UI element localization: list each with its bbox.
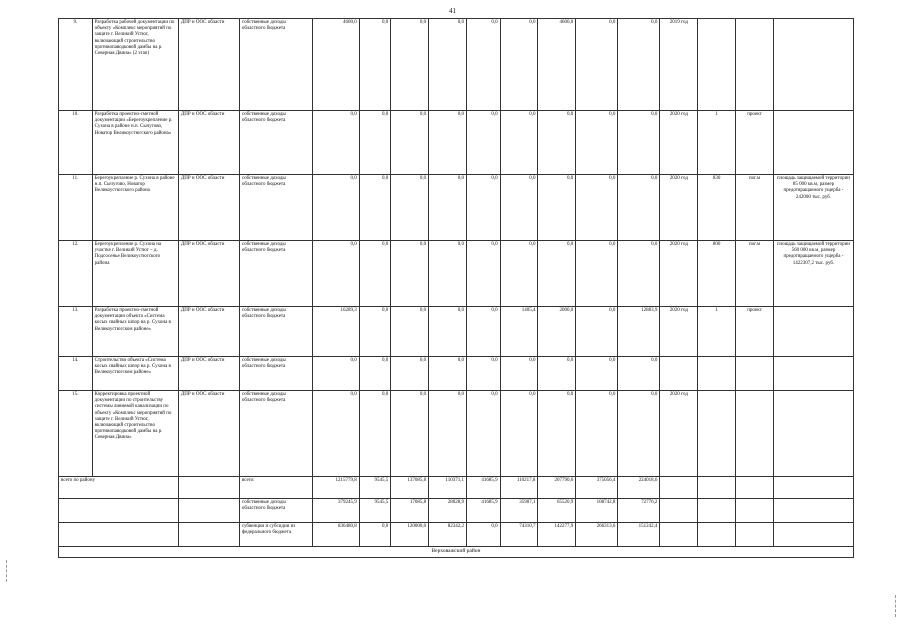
completion-year bbox=[660, 357, 698, 391]
empty-cell bbox=[773, 499, 853, 523]
margin-mark bbox=[6, 560, 8, 582]
funding-source: собственные доходы областного бюджета bbox=[239, 307, 313, 357]
total-value: 110217,8 bbox=[500, 477, 538, 499]
year-value: 0,0 bbox=[618, 111, 660, 175]
table-row bbox=[59, 357, 854, 391]
table-row bbox=[59, 391, 854, 477]
total-value: 9545,5 bbox=[359, 477, 391, 499]
table-row bbox=[59, 19, 854, 111]
measure-name: Строительство объекта «Система косых свайных шпор на р. Сухона в Великоустюгском районе» bbox=[92, 357, 178, 391]
unit bbox=[736, 357, 774, 391]
region-name: Верховажский район bbox=[59, 547, 854, 558]
year-value: 0,0 bbox=[391, 175, 429, 241]
quantity: 830 bbox=[698, 175, 736, 241]
year-value: 0,0 bbox=[429, 357, 467, 391]
empty-cell bbox=[773, 523, 853, 547]
effect bbox=[773, 111, 853, 175]
total-value: 41685,9 bbox=[466, 477, 500, 499]
total-value: 0,0 bbox=[313, 391, 359, 477]
funding-source: субвенции и субсидии из федерального бюджета bbox=[239, 523, 313, 547]
funding-source: всего: bbox=[239, 477, 313, 499]
executor: ДПР и ООС области bbox=[178, 307, 239, 357]
year-value: 0,0 bbox=[500, 357, 538, 391]
total-value: 0,0 bbox=[359, 523, 391, 547]
region-row bbox=[59, 547, 854, 558]
year-value: 0,0 bbox=[391, 111, 429, 175]
total-value: 0,0 bbox=[313, 175, 359, 241]
total-value: 207790,6 bbox=[538, 477, 576, 499]
total-value: 108742,8 bbox=[576, 499, 618, 523]
total-value: 379245,9 bbox=[313, 499, 359, 523]
measure-name: Берегоукрепление р. Сухона в районе н.п. Сычугово, Новатор Великоустюгского района bbox=[92, 175, 178, 241]
measure-name: Корректировка проектной документации по строительству системы ливневой канализации по объекту «Комплекс мероприятий по защите г. Великий Устюг, включающий строительство противопаводковой дамбы на р. Северная Двина» bbox=[92, 391, 178, 477]
year-value: 0,0 bbox=[466, 19, 500, 111]
empty-cell bbox=[660, 523, 698, 547]
executor: ДПР и ООС области bbox=[178, 357, 239, 391]
total-value: 82342,2 bbox=[429, 523, 467, 547]
total-value: 0,0 bbox=[313, 111, 359, 175]
year-value: 0,0 bbox=[359, 357, 391, 391]
empty-cell bbox=[773, 477, 853, 499]
year-value: 0,0 bbox=[429, 175, 467, 241]
executor: ДПР и ООС области bbox=[178, 111, 239, 175]
quantity bbox=[698, 391, 736, 477]
total-value: 0,0 bbox=[313, 241, 359, 307]
effect: площадь защищаемой территории 560 000 кв.м, размер предотвращаемого ущерба - 1422307,2 тыс. руб. bbox=[773, 241, 853, 307]
margin-mark bbox=[895, 595, 897, 617]
unit: проект bbox=[736, 111, 774, 175]
year-value: 0,0 bbox=[618, 19, 660, 111]
year-value: 2000,0 bbox=[538, 307, 576, 357]
year-value: 0,0 bbox=[538, 391, 576, 477]
funding-source: собственные доходы областного бюджета bbox=[239, 391, 313, 477]
quantity: 800 bbox=[698, 241, 736, 307]
year-value: 0,0 bbox=[500, 111, 538, 175]
total-value: 74310,7 bbox=[500, 523, 538, 547]
completion-year: 2020 год bbox=[660, 307, 698, 357]
year-value: 0,0 bbox=[466, 391, 500, 477]
year-value: 0,0 bbox=[576, 241, 618, 307]
year-value: 0,0 bbox=[429, 391, 467, 477]
row-number: 14. bbox=[59, 357, 93, 391]
completion-year: 2020 год bbox=[660, 111, 698, 175]
total-value: 375056,4 bbox=[576, 477, 618, 499]
year-value: 0,0 bbox=[466, 241, 500, 307]
unit bbox=[736, 19, 774, 111]
year-value: 0,0 bbox=[466, 175, 500, 241]
executor: ДПР и ООС области bbox=[178, 391, 239, 477]
measure-name: Берегоукрепление р. Сухона на участке г. Великий Устюг – д. Подсосенье Великоустюгского района bbox=[92, 241, 178, 307]
effect bbox=[773, 307, 853, 357]
quantity: 1 bbox=[698, 307, 736, 357]
year-value: 0,0 bbox=[500, 241, 538, 307]
year-value: 0,0 bbox=[391, 357, 429, 391]
total-value: 17085,8 bbox=[391, 499, 429, 523]
total-value: 142277,9 bbox=[538, 523, 576, 547]
empty-cell bbox=[660, 499, 698, 523]
executor: ДПР и ООС области bbox=[178, 19, 239, 111]
empty-cell bbox=[178, 523, 239, 547]
total-value: 65520,9 bbox=[538, 499, 576, 523]
year-value: 0,0 bbox=[466, 307, 500, 357]
program-table bbox=[58, 18, 854, 558]
year-value: 0,0 bbox=[576, 175, 618, 241]
row-number: 12. bbox=[59, 241, 93, 307]
year-value: 0,0 bbox=[429, 307, 467, 357]
total-value: 137085,8 bbox=[391, 477, 429, 499]
quantity: 1 bbox=[698, 111, 736, 175]
executor: ДПР и ООС области bbox=[178, 175, 239, 241]
year-value: 12883,9 bbox=[618, 307, 660, 357]
empty-cell bbox=[178, 499, 239, 523]
funding-source: собственные доходы областного бюджета bbox=[239, 19, 313, 111]
unit bbox=[736, 391, 774, 477]
unit: пог.м bbox=[736, 175, 774, 241]
empty-cell bbox=[59, 499, 179, 523]
page-number: 41 bbox=[449, 7, 456, 15]
effect bbox=[773, 357, 853, 391]
row-number: 11. bbox=[59, 175, 93, 241]
year-value: 0,0 bbox=[576, 19, 618, 111]
total-value: 836480,8 bbox=[313, 523, 359, 547]
table-row bbox=[59, 111, 854, 175]
year-value: 0,0 bbox=[391, 307, 429, 357]
row-number: 15. bbox=[59, 391, 93, 477]
year-value: 0,0 bbox=[576, 307, 618, 357]
unit: проект bbox=[736, 307, 774, 357]
year-value: 0,0 bbox=[391, 241, 429, 307]
quantity bbox=[698, 19, 736, 111]
empty-cell bbox=[178, 477, 239, 499]
funding-source: собственные доходы областного бюджета bbox=[239, 111, 313, 175]
row-number: 13. bbox=[59, 307, 93, 357]
year-value: 0,0 bbox=[538, 111, 576, 175]
year-value: 0,0 bbox=[500, 19, 538, 111]
effect bbox=[773, 19, 853, 111]
completion-year: 2020 год bbox=[660, 241, 698, 307]
year-value: 0,0 bbox=[618, 391, 660, 477]
completion-year: 2020 год bbox=[660, 175, 698, 241]
table-row bbox=[59, 307, 854, 357]
total-value: 16289,3 bbox=[313, 307, 359, 357]
year-value: 0,0 bbox=[429, 111, 467, 175]
year-value: 0,0 bbox=[429, 241, 467, 307]
year-value: 0,0 bbox=[576, 391, 618, 477]
totals-label: всего по району bbox=[59, 477, 179, 499]
total-value: 266313,6 bbox=[576, 523, 618, 547]
table-row bbox=[59, 241, 854, 307]
year-value: 0,0 bbox=[359, 19, 391, 111]
total-value: 120000,0 bbox=[391, 523, 429, 547]
year-value: 0,0 bbox=[618, 241, 660, 307]
year-value: 0,0 bbox=[538, 357, 576, 391]
empty-cell bbox=[59, 523, 179, 547]
empty-cell bbox=[698, 523, 736, 547]
effect bbox=[773, 391, 853, 477]
funding-source: собственные доходы областного бюджета bbox=[239, 175, 313, 241]
year-value: 1405,4 bbox=[500, 307, 538, 357]
total-value: 72776,2 bbox=[618, 499, 660, 523]
empty-cell bbox=[736, 523, 774, 547]
total-value: 151242,4 bbox=[618, 523, 660, 547]
executor: ДПР и ООС области bbox=[178, 241, 239, 307]
total-value: 35907,1 bbox=[500, 499, 538, 523]
year-value: 0,0 bbox=[466, 111, 500, 175]
total-value: 1215779,8 bbox=[313, 477, 359, 499]
quantity bbox=[698, 357, 736, 391]
empty-cell bbox=[736, 499, 774, 523]
year-value: 0,0 bbox=[500, 391, 538, 477]
empty-cell bbox=[698, 499, 736, 523]
empty-cell bbox=[736, 477, 774, 499]
year-value: 0,0 bbox=[359, 111, 391, 175]
year-value: 0,0 bbox=[538, 175, 576, 241]
funding-source: собственные доходы областного бюджета bbox=[239, 499, 313, 523]
effect: площадь защищаемой территории 85 000 кв.м, размер предотвращаемого ущерба - 242000 тыс. руб. bbox=[773, 175, 853, 241]
total-value: 9545,5 bbox=[359, 499, 391, 523]
total-value: 4600,0 bbox=[313, 19, 359, 111]
table-row bbox=[59, 175, 854, 241]
unit: пог.м bbox=[736, 241, 774, 307]
completion-year: 2020 год bbox=[660, 391, 698, 477]
year-value: 0,0 bbox=[359, 307, 391, 357]
year-value: 0,0 bbox=[359, 241, 391, 307]
totals-row bbox=[59, 499, 854, 523]
totals-row bbox=[59, 477, 854, 499]
year-value: 0,0 bbox=[466, 357, 500, 391]
total-value: 0,0 bbox=[466, 523, 500, 547]
totals-row bbox=[59, 523, 854, 547]
measure-name: Разработка проектно-сметной документации объекта «Система косых свайных шпор на р. Сухона в Великоустюгском районе» bbox=[92, 307, 178, 357]
year-value: 0,0 bbox=[500, 175, 538, 241]
year-value: 0,0 bbox=[359, 391, 391, 477]
year-value: 0,0 bbox=[429, 19, 467, 111]
total-value: 110371,1 bbox=[429, 477, 467, 499]
total-value: 224018,6 bbox=[618, 477, 660, 499]
total-value: 41685,9 bbox=[466, 499, 500, 523]
empty-cell bbox=[660, 477, 698, 499]
funding-source: собственные доходы областного бюджета bbox=[239, 241, 313, 307]
total-value: 0,0 bbox=[313, 357, 359, 391]
measure-name: Разработка рабочей документации по объекту «Комплекс мероприятий по защите г. Великий Устюг, включающий строительство противопаводковой дамбы на р. Северная Двина» (2 этап) bbox=[92, 19, 178, 111]
year-value: 0,0 bbox=[576, 357, 618, 391]
year-value: 0,0 bbox=[618, 357, 660, 391]
row-number: 10. bbox=[59, 111, 93, 175]
funding-source: собственные доходы областного бюджета bbox=[239, 357, 313, 391]
year-value: 0,0 bbox=[391, 391, 429, 477]
empty-cell bbox=[698, 477, 736, 499]
measure-name: Разработка проектно-сметной документации «Берегоукрепление р. Сухона в районе н.п. Сычугово, Новатор Великоустюгского района» bbox=[92, 111, 178, 175]
row-number: 9. bbox=[59, 19, 93, 111]
year-value: 4600,0 bbox=[538, 19, 576, 111]
year-value: 0,0 bbox=[576, 111, 618, 175]
year-value: 0,0 bbox=[538, 241, 576, 307]
year-value: 0,0 bbox=[391, 19, 429, 111]
completion-year: 2019 год bbox=[660, 19, 698, 111]
year-value: 0,0 bbox=[618, 175, 660, 241]
year-value: 0,0 bbox=[359, 175, 391, 241]
total-value: 28028,9 bbox=[429, 499, 467, 523]
